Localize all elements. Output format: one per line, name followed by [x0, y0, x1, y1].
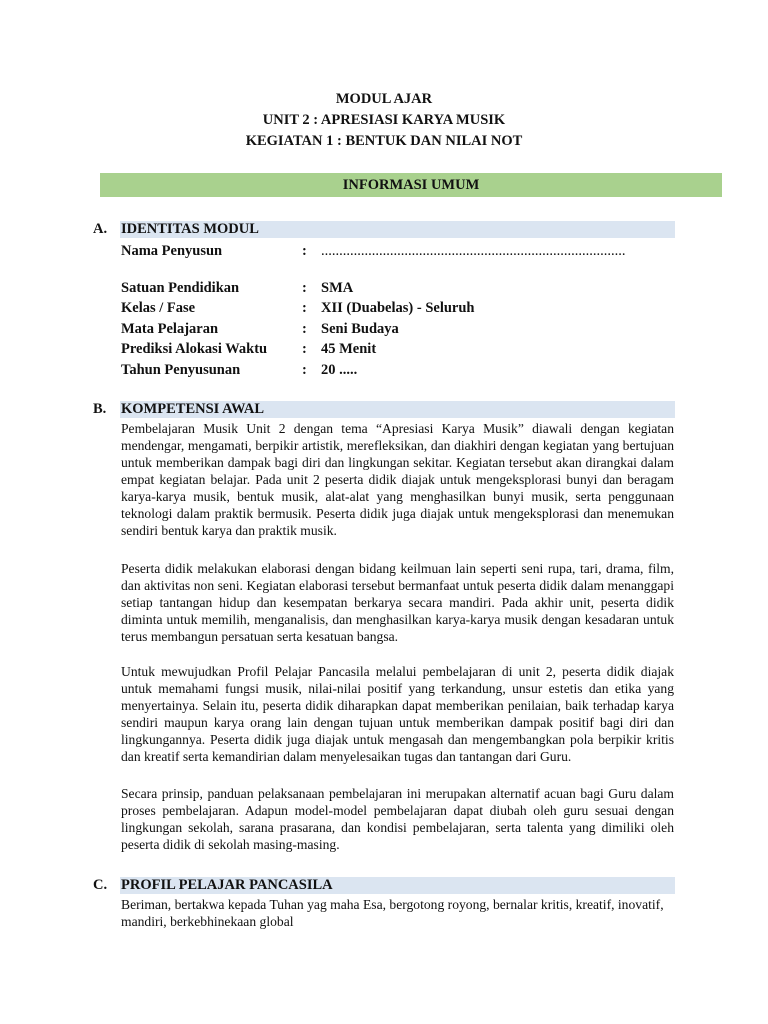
section-a-title: IDENTITAS MODUL: [121, 221, 259, 237]
identity-row-subject: [121, 320, 399, 338]
identity-label: Prediksi Alokasi Waktu: [121, 341, 268, 357]
identity-separator: :: [302, 321, 307, 337]
identity-value: ....................................................................................: [321, 243, 626, 259]
identity-row-class-phase: [121, 299, 474, 317]
identity-row-school-unit: [121, 279, 353, 297]
identity-separator: :: [302, 280, 307, 296]
identity-value: 20 .....: [321, 362, 358, 378]
unit-title: UNIT 2 : APRESIASI KARYA MUSIK: [262, 112, 506, 128]
identity-row-year: [121, 361, 357, 379]
module-title: MODUL AJAR: [335, 91, 433, 107]
identity-label: Tahun Penyusunan: [121, 362, 241, 378]
identity-label: Kelas / Fase: [121, 300, 196, 316]
section-c-letter: C.: [93, 877, 108, 893]
section-a-letter: A.: [93, 221, 108, 237]
identity-value: Seni Budaya: [321, 321, 399, 337]
competency-paragraph-2: Peserta didik melakukan elaborasi dengan bidang keilmuan lain seperti seni rupa, tari, drama, film, dan aktivitas non seni. Kegiatan elaborasi tersebut bermanfaat untuk peserta didik dalam menanggapi setiap tantangan hidup dan kesempatan berkarya secara mandiri. Pada akhir unit, peserta didik diminta untuk memilih, menganalisis, dan menghasilkan karya-karya musik dengan kesadaran untuk terus membangun persatuan serta kesatuan bangsa.: [121, 561, 674, 644]
identity-row-author: [121, 242, 626, 260]
general-info-banner: INFORMASI UMUM: [100, 173, 722, 197]
section-c-title: PROFIL PELAJAR PANCASILA: [121, 877, 333, 893]
identity-separator: :: [302, 362, 307, 378]
identity-separator: :: [302, 341, 307, 357]
identity-label: Satuan Pendidikan: [121, 280, 240, 296]
pancasila-profile-text: Beriman, bertakwa kepada Tuhan yag maha Esa, bergotong royong, bernalar kritis, kreatif, inovatif, mandiri, berkebhinekaan global: [121, 897, 664, 929]
identity-label: Nama Penyusun: [121, 243, 223, 259]
identity-separator: :: [302, 300, 307, 316]
competency-paragraph-4: Secara prinsip, panduan pelaksanaan pembelajaran ini merupakan alternatif acuan bagi Guru dalam proses pembelajaran. Adapun model-model pembelajaran dapat diubah oleh guru sesuai dengan lingkungan sekolah, sarana prasarana, dan kondisi pembelajaran, serta talenta yang dimiliki oleh peserta didik di sekolah masing-masing.: [121, 786, 674, 852]
identity-label: Mata Pelajaran: [121, 321, 219, 337]
identity-value: 45 Menit: [321, 341, 377, 357]
competency-paragraph-3: Untuk mewujudkan Profil Pelajar Pancasila melalui pembelajaran di unit 2, peserta didik diajak untuk memahami fungsi musik, nilai-nilai positif yang terkandung, unsur estetis dan etika yang menyertainya. Selain itu, peserta didik diharapkan dapat memberikan penilaian, baik terhadap karya sendiri maupun karya orang lain dengan tujuan untuk memberikan dampak positif bagi diri dan lingkungannya. Peserta didik juga diajak untuk mengasah dan mengembangkan pola berpikir kritis dan kreatif serta kemandirian dalam menyelesaikan tugas dan tantangan dari Guru.: [121, 664, 674, 764]
identity-separator: :: [302, 243, 307, 259]
activity-title: KEGIATAN 1 : BENTUK DAN NILAI NOT: [245, 133, 523, 149]
identity-value: XII (Duabelas) - Seluruh: [321, 300, 475, 316]
section-b-letter: B.: [93, 401, 107, 417]
section-b-title: KOMPETENSI AWAL: [121, 401, 265, 417]
identity-value: SMA: [321, 280, 354, 296]
competency-paragraph-1: Pembelajaran Musik Unit 2 dengan tema “Apresiasi Karya Musik” diawali dengan kegiatan mendengar, mengamati, berpikir artistik, merefleksikan, dan diakhiri dengan kegiatan yang bertujuan untuk memberikan dampak bagi diri dan lingkungan sekitar. Kegiatan tersebut akan dirangkai dalam empat kegiatan belajar. Pada unit 2 peserta didik diajak untuk mengeksplorasi bunyi dan beragam karya-karya musik, bentuk musik, alat-alat yang menghasilkan bunyi musik, serta penggunaan teknologi dalam praktik bermusik. Peserta didik juga diajak untuk mengeksplorasi dan menemukan sendiri bentuk karya dan praktik musik.: [121, 421, 674, 538]
identity-row-time-allocation: [121, 340, 376, 358]
